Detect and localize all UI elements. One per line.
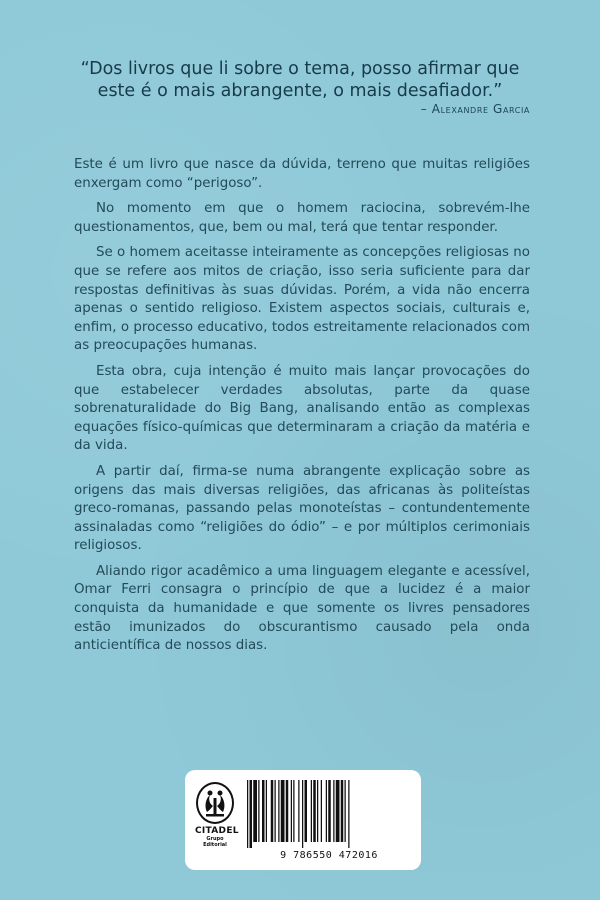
synopsis [74,156,530,663]
publisher-logo [195,782,239,860]
paragraph: A partir daí, firma-se numa abrangente explicação sobre as origens das mais diversas religiões, das africanas às politeístas greco-romanas, passando pelas monoteístas – contundentemente assinaladas como “religiões do ódio” – e por múltiplos cerimoniais religiosos. [74,463,530,554]
citadel-emblem-icon [196,782,234,824]
quote-author: – Alexandre Garcia [420,102,530,116]
publisher-barcode-panel [185,770,421,870]
paragraph: Esta obra, cuja intenção é muito mais lançar provocações do que estabelecer verdades absolutas, parte da quase sobrenaturalidade do Big Bang, analisando então as complexas equações físico-químicas que determinaram a criação da matéria e da vida. [74,363,530,454]
paragraph: Este é um livro que nasce da dúvida, terreno que muitas religiões enxergam como “perigoso”. [74,157,530,191]
paragraph: No momento em que o homem raciocina, sobrevém-lhe questionamentos, que, bem ou mal, terá que tentar responder. [74,201,530,235]
publisher-name: CITADEL [195,826,239,836]
quote-line-2: este é o mais abrangente, o mais desafiador.” [97,81,503,101]
isbn-barcode [245,780,413,848]
paragraph: Aliando rigor acadêmico a uma linguagem elegante e acessível, Omar Ferri consagra o princípio de que a lucidez é a maior conquista da humanidade e que somente os livres pensadores estão imunizados do obscurantismo causado pela onda anticientífica de nossos dias. [74,563,530,654]
endorsement-quote [60,58,540,102]
paragraph: Se o homem aceitasse inteiramente as concepções religiosas no que se refere aos mitos de criação, isso seria suficiente para dar respostas definitivas às suas dúvidas. Porém, a vida não encerra apenas o sentido religioso. Existem aspectos sociais, culturais e, enfim, o processo educativo, todos estreitamente relacionados com as preocupações humanas. [74,245,530,354]
isbn-number: 9 786550 472016 [280,850,378,861]
quote-line-1: “Dos livros que li sobre o tema, posso afirmar que [80,59,520,79]
publisher-subtitle: Grupo Editorial [203,836,227,848]
